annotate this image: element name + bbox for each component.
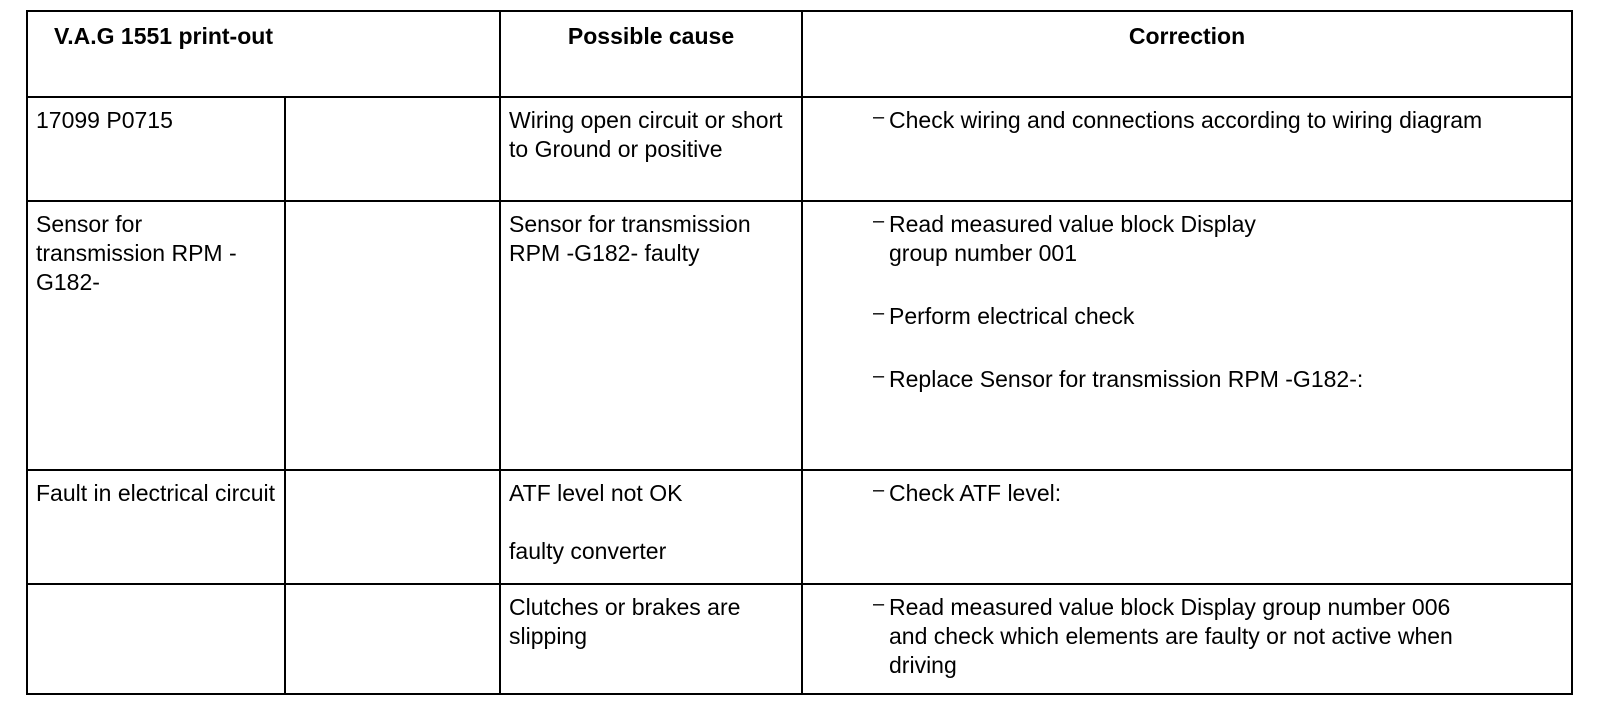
- cause-text: Sensor for transmission RPM -G182- faulty: [509, 211, 751, 266]
- header-printout: V.A.G 1551 print-out: [27, 11, 500, 97]
- printout-cell: [27, 97, 285, 201]
- printout-extra-cell: [285, 97, 500, 201]
- bullet-dash: –: [873, 302, 885, 324]
- correction-item: [873, 365, 1571, 394]
- printout-extra-cell: [285, 201, 500, 470]
- printout-text: Fault in electrical circuit: [36, 480, 276, 506]
- cause-cell: [500, 470, 802, 584]
- cause-text: Clutches or brakes are slipping: [509, 594, 741, 649]
- bullet-dash: –: [873, 593, 885, 615]
- cause-text: Wiring open circuit or short to Ground or positive: [509, 107, 783, 162]
- cause-text: faulty converter: [509, 538, 667, 564]
- correction-text: Check ATF level:: [889, 480, 1062, 506]
- table-row: [27, 97, 1572, 201]
- correction-cell: [802, 97, 1572, 201]
- correction-cell: [802, 584, 1572, 694]
- printout-extra-text: [286, 202, 499, 210]
- header-possible-cause: Possible cause: [500, 11, 802, 97]
- diagnostic-table: [26, 10, 1573, 695]
- bullet-dash: –: [873, 479, 885, 501]
- printout-text: Sensor for transmission RPM -G182-: [36, 211, 237, 295]
- printout-extra-cell: [285, 584, 500, 694]
- table-row: [27, 584, 1572, 694]
- printout-cell: [27, 584, 285, 694]
- correction-cell: [802, 201, 1572, 470]
- bullet-dash: –: [873, 210, 885, 232]
- printout-text: [28, 585, 284, 593]
- correction-item: [873, 593, 1479, 680]
- printout-extra-text: [286, 585, 499, 593]
- cause-text: ATF level not OK: [509, 480, 683, 506]
- correction-item: [873, 302, 1571, 331]
- header-correction: Correction: [802, 11, 1572, 97]
- correction-text: Perform electrical check: [889, 303, 1135, 329]
- printout-cell: [27, 470, 285, 584]
- correction-item: [873, 479, 1571, 508]
- printout-extra-text: [286, 98, 499, 106]
- correction-text: Check wiring and connections according to wiring diagram: [889, 107, 1483, 133]
- correction-text: Replace Sensor for transmission RPM -G182-:: [889, 366, 1364, 392]
- header-row: [27, 11, 1572, 97]
- correction-text: Read measured value block Display group number 001: [889, 211, 1256, 266]
- cause-cell: [500, 201, 802, 470]
- printout-extra-cell: [285, 470, 500, 584]
- table-row: [27, 201, 1572, 470]
- cause-cell: [500, 97, 802, 201]
- printout-cell: [27, 201, 285, 470]
- correction-item: [873, 210, 1319, 268]
- correction-cell: [802, 470, 1572, 584]
- correction-item: [873, 106, 1571, 135]
- table-row: [27, 470, 1572, 584]
- bullet-dash: –: [873, 106, 885, 128]
- printout-extra-text: [286, 471, 499, 479]
- correction-text: Read measured value block Display group number 006 and check which elements are faulty or not active when driving: [889, 594, 1453, 678]
- printout-text: 17099 P0715: [36, 107, 173, 133]
- cause-cell: [500, 584, 802, 694]
- bullet-dash: –: [873, 365, 885, 387]
